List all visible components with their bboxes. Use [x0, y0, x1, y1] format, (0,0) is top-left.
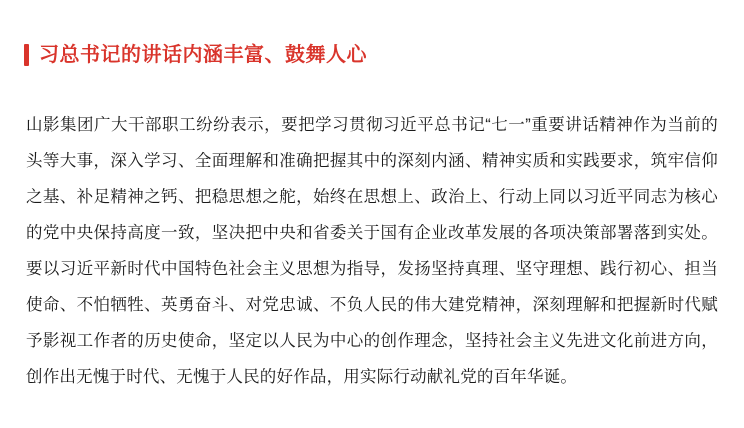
article-heading	[22, 30, 722, 81]
heading-accent-bar	[24, 44, 29, 66]
page-title: 习总书记的讲话内涵丰富、鼓舞人心	[39, 44, 367, 67]
article-body: 山影集团广大干部职工纷纷表示，要把学习贯彻习近平总书记“七一”重要讲话精神作为当前的头等大事，深入学习、全面理解和准确把握其中的深刻内涵、精神实质和实践要求，筑牢信仰之基、补足精神之钙、把稳思想之舵，始终在思想上、政治上、行动上同以习近平同志为核心的党中央保持高度一致，坚决把中央和省委关于国有企业改革发展的各项决策部署落到实处。要以习近平新时代中国特色社会主义思想为指导，发扬坚持真理、坚守理想、践行初心、担当使命、不怕牺牲、英勇奋斗、对党忠诚、不负人民的伟大建党精神，深刻理解和把握新时代赋予影视工作者的历史使命，坚定以人民为中心的创作理念，坚持社会主义先进文化前进方向，创作出无愧于时代、无愧于人民的好作品，用实际行动献礼党的百年华诞。	[26, 115, 718, 386]
